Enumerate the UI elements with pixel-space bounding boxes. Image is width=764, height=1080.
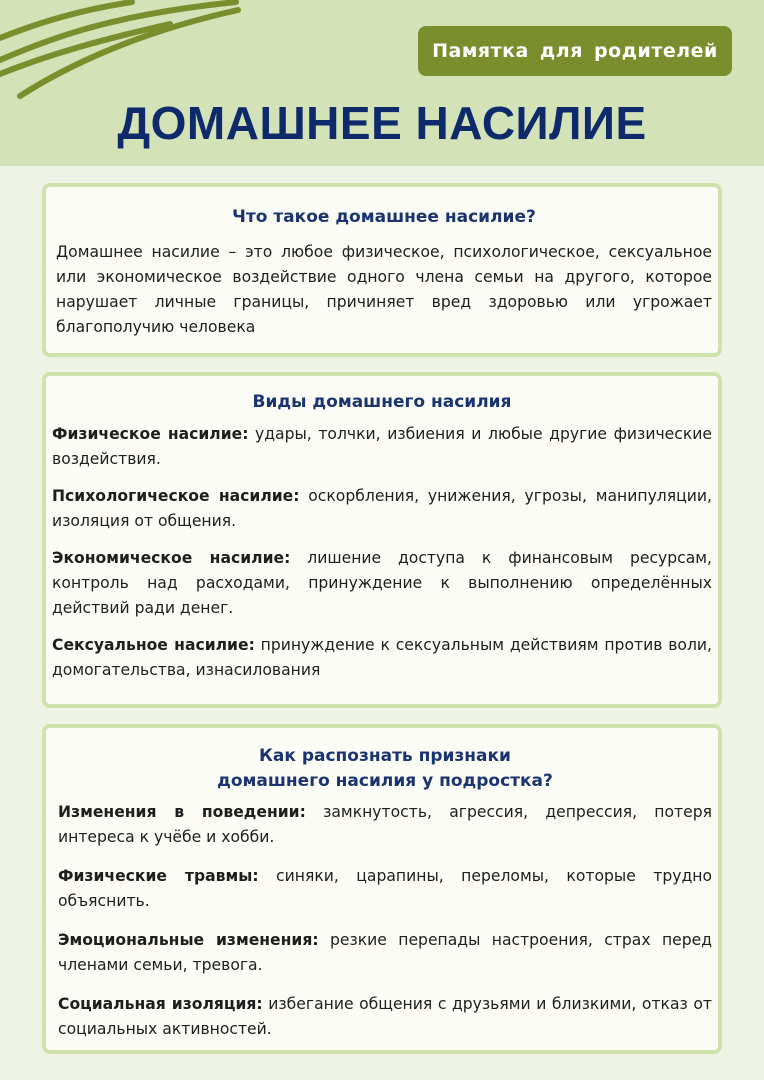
- type-item-sexual: [52, 633, 712, 683]
- page-title: ДОМАШНЕЕ НАСИЛИЕ: [117, 97, 647, 149]
- definition-card: [42, 183, 722, 357]
- type-desc: лишение доступа к финансовым ресурсам, контроль над расходами, принуждение к выполнению определённых действий ради денег.: [52, 549, 712, 617]
- definition-text: Домашнее насилие – это любое физическое, психологическое, сексуальное или экономическое воздействие одного члена семьи на другого, которое нарушает личные границы, причиняет вред здоровью или угрожает благополучию человека: [56, 243, 712, 336]
- sign-item-injuries: [58, 864, 712, 914]
- signs-heading-line2: домашнего насилия у подростка?: [217, 771, 553, 791]
- type-term: Психологическое насилие:: [52, 487, 300, 505]
- sign-term: Социальная изоляция:: [58, 995, 263, 1013]
- types-heading: Виды домашнего насилия: [252, 392, 512, 412]
- type-term: Сексуальное насилие:: [52, 636, 255, 654]
- type-item-physical: [52, 422, 712, 472]
- type-item-psychological: [52, 484, 712, 534]
- type-item-economic: [52, 546, 712, 621]
- header-banner: [0, 0, 764, 166]
- sign-item-behavior: [58, 800, 712, 850]
- sign-term: Физические травмы:: [58, 867, 259, 885]
- types-card: [42, 372, 722, 708]
- sign-desc: резкие перепады настроения, страх перед членами семьи, тревога.: [58, 931, 713, 974]
- type-term: Экономическое насилие:: [52, 549, 291, 567]
- signs-heading: [58, 744, 712, 794]
- sign-desc: избегание общения с друзьями и близкими, отказ от социальных активностей.: [58, 995, 712, 1038]
- type-desc: оскорбления, унижения, угрозы, манипуляции, изоляция от общения.: [52, 487, 712, 530]
- definition-heading: Что такое домашнее насилие?: [232, 207, 536, 227]
- sign-item-isolation: [58, 992, 712, 1042]
- sign-desc: замкнутость, агрессия, депрессия, потеря интереса к учёбе и хобби.: [58, 803, 712, 846]
- sign-term: Изменения в поведении:: [58, 803, 306, 821]
- sign-desc: синяки, царапины, переломы, которые трудно объяснить.: [58, 867, 713, 910]
- sign-item-emotional: [58, 928, 712, 978]
- type-desc: принуждение к сексуальным действиям против воли, домогательства, изнасилования: [52, 636, 713, 679]
- sign-term: Эмоциональные изменения:: [58, 931, 319, 949]
- type-term: Физическое насилие:: [52, 425, 249, 443]
- signs-card: [42, 724, 722, 1054]
- type-desc: удары, толчки, избиения и любые другие физические воздействия.: [52, 425, 712, 468]
- badge-for-parents: Памятка для родителей: [418, 26, 732, 76]
- signs-heading-line1: Как распознать признаки: [259, 746, 511, 766]
- scribble-decoration: [0, 0, 260, 110]
